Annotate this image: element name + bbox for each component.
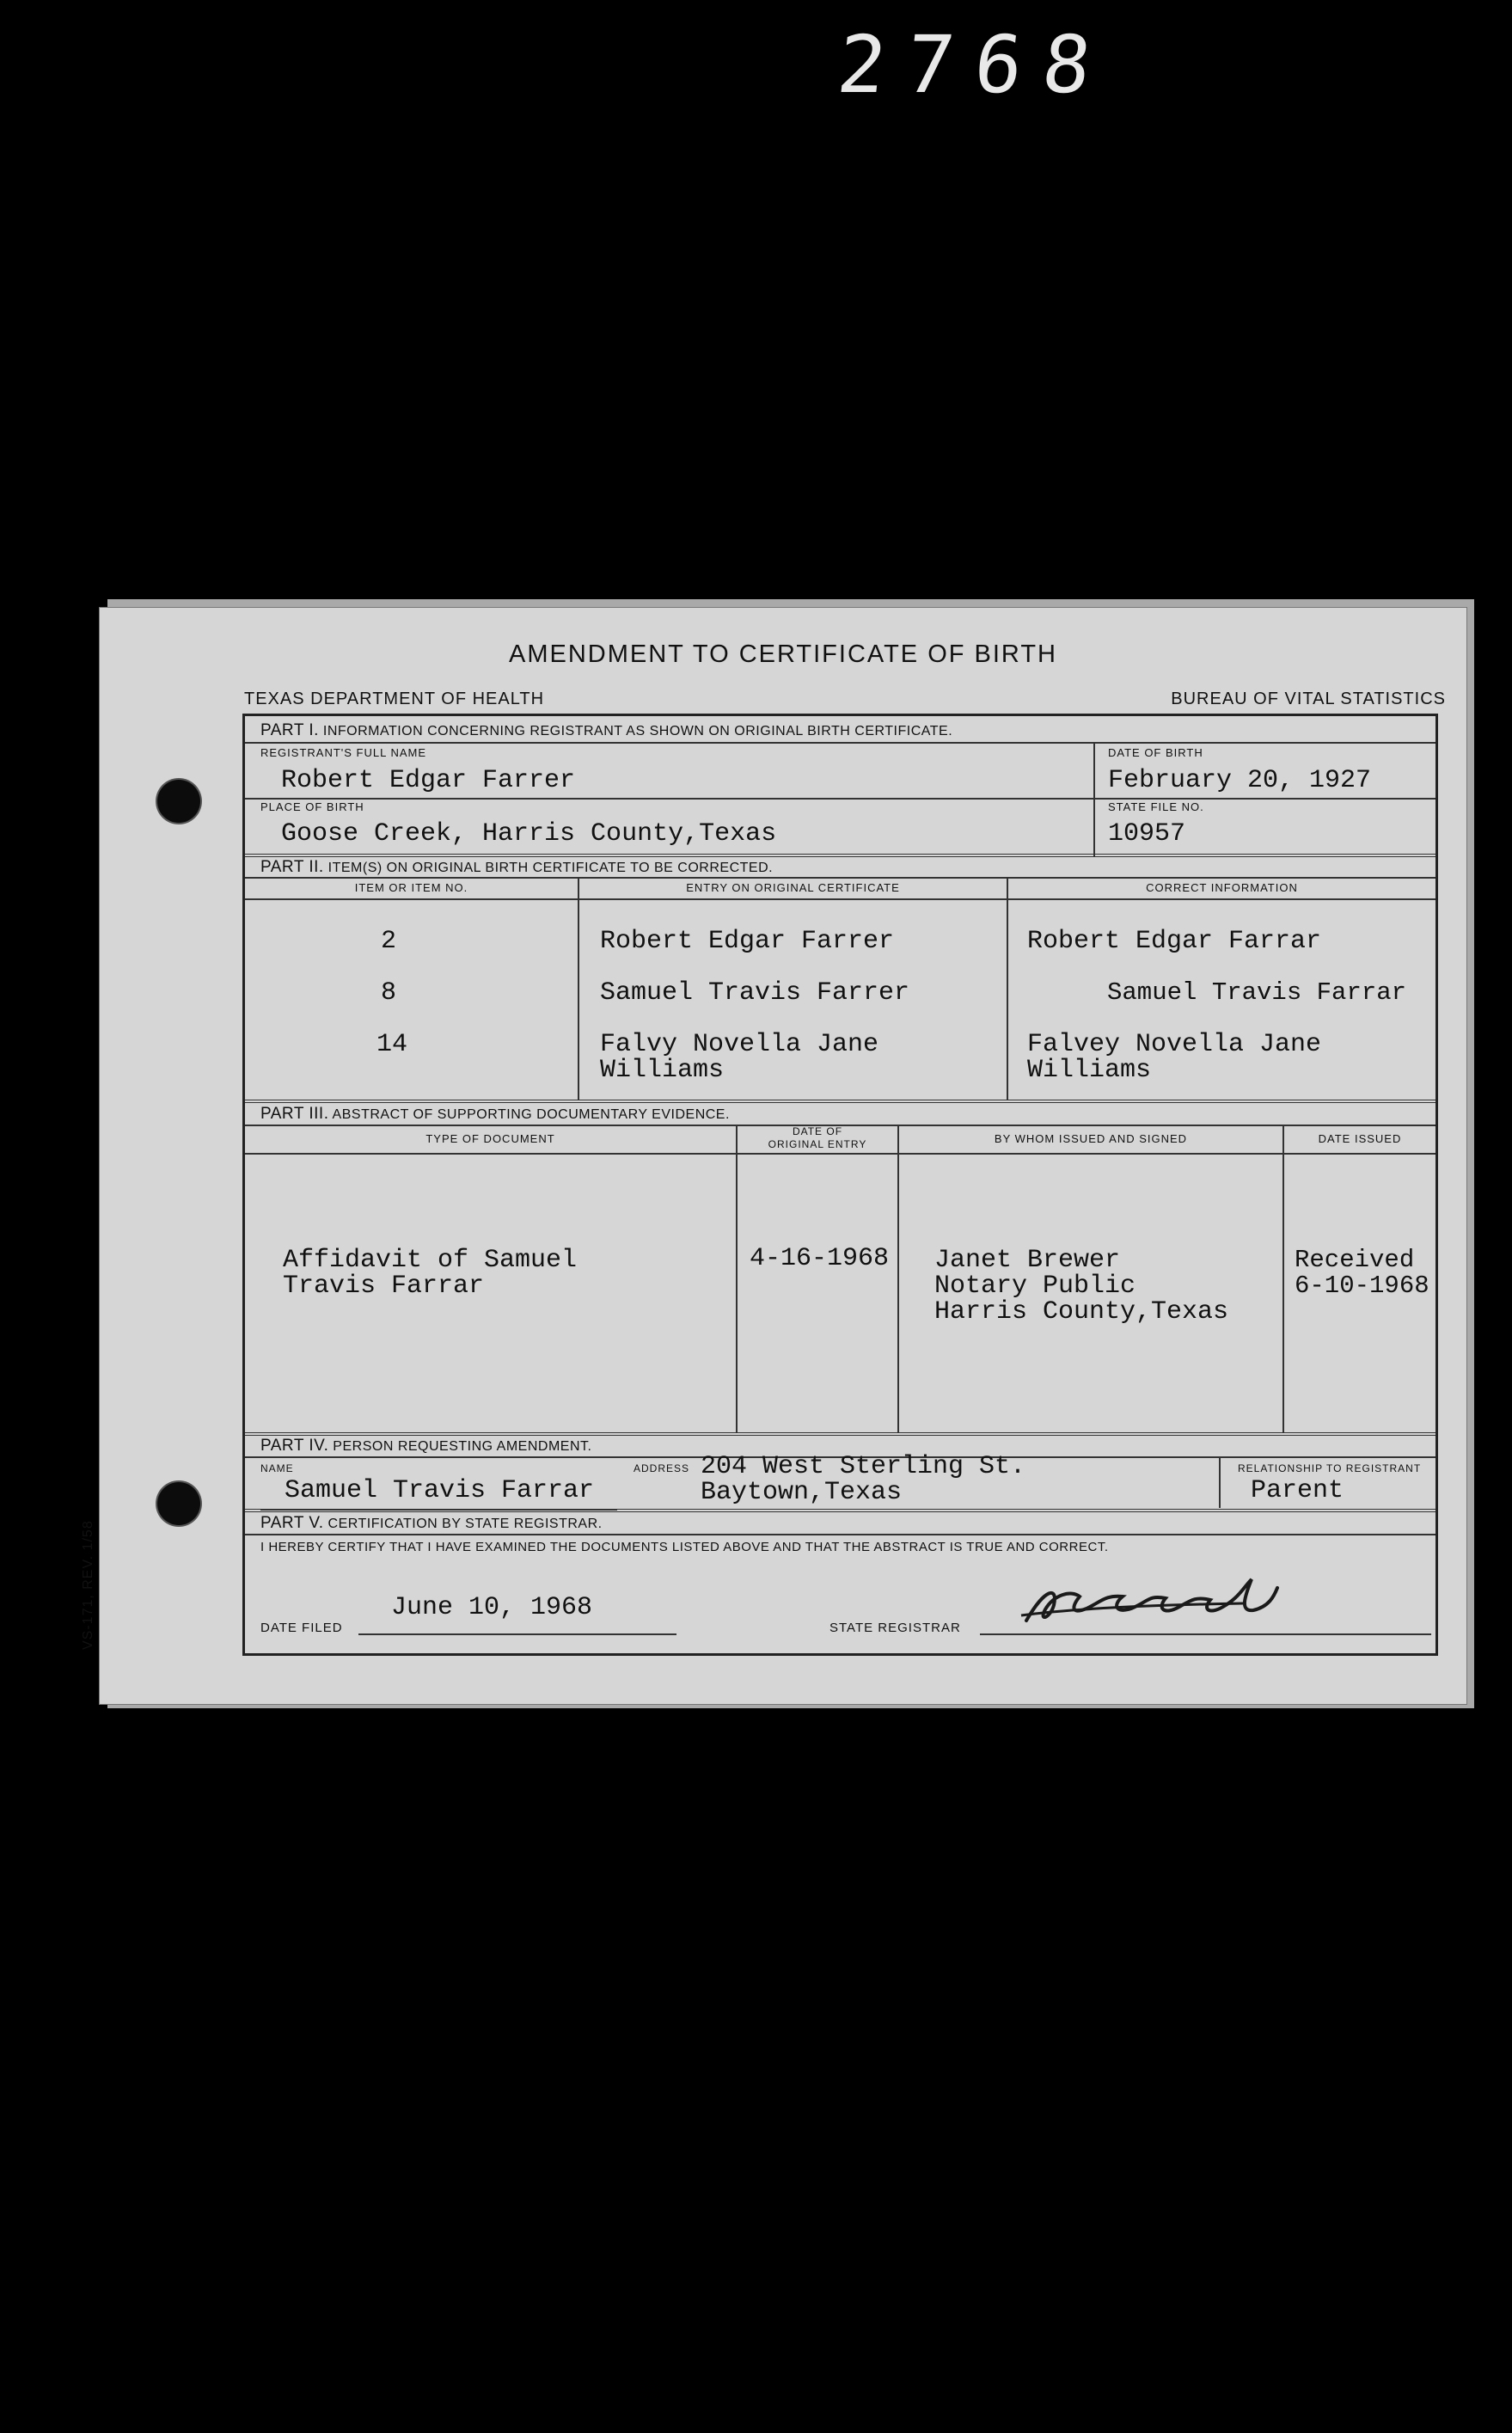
part2-heading	[260, 858, 773, 877]
part1-number: PART I.	[260, 721, 319, 739]
relationship-value: Parent	[1251, 1476, 1344, 1505]
dob-value: February 20, 1927	[1108, 766, 1372, 795]
divider	[245, 742, 1435, 744]
bureau-name: BUREAU OF VITAL STATISTICS	[1171, 689, 1446, 708]
part5-number: PART V.	[260, 1514, 324, 1532]
col-date-of: DATE OF	[792, 1125, 843, 1137]
address-label: ADDRESS	[634, 1462, 690, 1474]
col-date-issued: DATE ISSUED	[1318, 1132, 1402, 1145]
date-filed-value: June 10, 1968	[391, 1593, 593, 1622]
document-type: Affidavit of Samuel	[283, 1246, 578, 1275]
requester-name-label: NAME	[260, 1462, 294, 1474]
frame-number: 2768	[833, 19, 1117, 111]
part4-number: PART IV.	[260, 1437, 329, 1455]
correct-entry-line2: Williams	[1027, 1056, 1152, 1085]
divider	[245, 1100, 1435, 1103]
col-item-no: ITEM OR ITEM NO.	[354, 881, 468, 894]
document-type-line2: Travis Farrar	[283, 1272, 485, 1301]
divider	[245, 1432, 1435, 1436]
part3-number: PART III.	[260, 1105, 329, 1123]
part3-heading	[260, 1105, 730, 1124]
registrar-signature	[1019, 1571, 1286, 1631]
divider	[245, 854, 1435, 857]
state-file-label: STATE FILE NO.	[1108, 800, 1204, 813]
part5-heading	[260, 1514, 603, 1533]
col-correct-info: CORRECT INFORMATION	[1146, 881, 1298, 894]
original-entry: Falvy Novella Jane	[600, 1030, 879, 1059]
issuer-county: Harris County,Texas	[934, 1297, 1229, 1327]
date-issued: 6-10-1968	[1295, 1272, 1429, 1300]
requester-name-value: Samuel Travis Farrar	[285, 1476, 595, 1505]
form-box	[242, 714, 1438, 1656]
col-document-type: TYPE OF DOCUMENT	[425, 1132, 555, 1145]
divider	[245, 798, 1435, 800]
divider	[245, 877, 1435, 879]
divider	[245, 1509, 1435, 1512]
item-no: 2	[381, 927, 397, 956]
part1-heading	[260, 721, 952, 740]
part3-title: ABSTRACT OF SUPPORTING DOCUMENTARY EVIDENCE.	[332, 1107, 730, 1122]
state-file-value: 10957	[1108, 819, 1186, 849]
divider	[1007, 877, 1008, 1100]
part2-title: ITEM(S) ON ORIGINAL BIRTH CERTIFICATE TO BE CORRECTED.	[327, 861, 774, 875]
date-filed-line	[358, 1633, 676, 1635]
divider	[578, 877, 579, 1100]
item-no: 8	[381, 978, 397, 1008]
received-note: Received	[1295, 1246, 1415, 1274]
address-line2: Baytown,Texas	[701, 1478, 903, 1507]
place-of-birth-label: PLACE OF BIRTH	[260, 800, 364, 813]
registrar-signature-line	[980, 1633, 1431, 1635]
item-no: 14	[376, 1030, 408, 1059]
registrar-label: STATE REGISTRAR	[829, 1621, 961, 1635]
certificate-page	[81, 608, 1466, 1704]
col-original-entry-date: ORIGINAL ENTRY	[768, 1138, 867, 1150]
date-filed-label: DATE FILED	[260, 1621, 343, 1635]
col-original-entry: ENTRY ON ORIGINAL CERTIFICATE	[686, 881, 900, 894]
divider	[245, 1534, 1435, 1535]
original-entry: Robert Edgar Farrer	[600, 927, 895, 956]
dob-label: DATE OF BIRTH	[1108, 746, 1203, 759]
part1-title: INFORMATION CONCERNING REGISTRANT AS SHOWN ON ORIGINAL BIRTH CERTIFICATE.	[322, 724, 953, 738]
original-entry: Samuel Travis Farrer	[600, 978, 910, 1008]
punch-hole-top	[157, 780, 200, 823]
registrant-name-value: Robert Edgar Farrer	[281, 766, 576, 795]
correct-entry: Samuel Travis Farrar	[1107, 978, 1407, 1007]
department-name: TEXAS DEPARTMENT OF HEALTH	[244, 689, 545, 708]
divider	[1282, 1125, 1284, 1432]
entry-date: 4-16-1968	[750, 1244, 890, 1273]
correct-entry: Falvey Novella Jane	[1027, 1030, 1322, 1059]
issuer-name: Janet Brewer	[934, 1246, 1121, 1275]
form-title: AMENDMENT TO CERTIFICATE OF BIRTH	[509, 640, 1057, 668]
certification-statement: I HEREBY CERTIFY THAT I HAVE EXAMINED THE DOCUMENTS LISTED ABOVE AND THAT THE ABSTRACT IS TRUE AND CORRECT.	[260, 1540, 1109, 1554]
original-entry-line2: Williams	[600, 1056, 725, 1085]
part4-title: PERSON REQUESTING AMENDMENT.	[333, 1439, 592, 1454]
address-line1: 204 West Sterling St.	[701, 1452, 1026, 1481]
place-of-birth-value: Goose Creek, Harris County,Texas	[281, 819, 777, 849]
relationship-label: RELATIONSHIP TO REGISTRANT	[1238, 1462, 1422, 1474]
divider	[245, 1153, 1435, 1155]
divider	[736, 1125, 738, 1432]
form-code: VS-171, REV. 1/58	[81, 1520, 95, 1650]
issuer-title: Notary Public	[934, 1272, 1136, 1301]
part4-heading	[260, 1437, 591, 1456]
col-issued-by: BY WHOM ISSUED AND SIGNED	[994, 1132, 1188, 1145]
part2-number: PART II.	[260, 858, 324, 876]
correct-entry: Robert Edgar Farrar	[1027, 927, 1322, 956]
registrant-name-label: REGISTRANT'S FULL NAME	[260, 746, 427, 759]
divider	[1219, 1456, 1221, 1508]
punch-hole-bottom	[157, 1482, 200, 1525]
divider	[897, 1125, 899, 1432]
part5-title: CERTIFICATION BY STATE REGISTRAR.	[327, 1517, 603, 1531]
divider	[245, 898, 1435, 900]
